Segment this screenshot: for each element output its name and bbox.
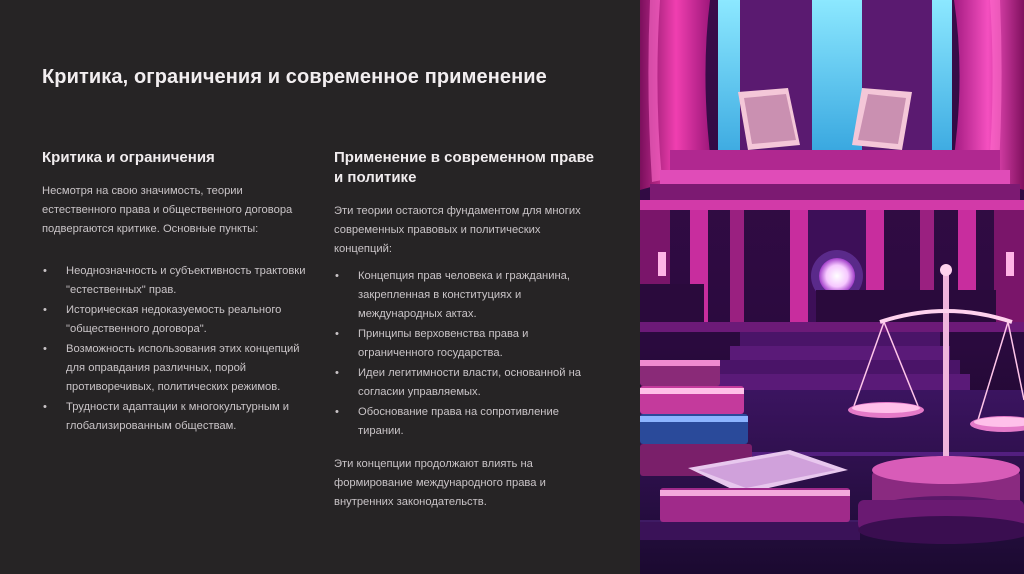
application-intro: Эти теории остаются фундаментом для многих современных правовых и политических концепций: <box>334 205 581 255</box>
bullet-icon: • <box>335 406 339 418</box>
application-list <box>334 267 596 441</box>
bullet-icon: • <box>43 401 47 413</box>
list-item <box>334 403 596 441</box>
criticism-list <box>42 262 312 436</box>
list-item-text: Неоднозначность и субъективность трактовки "естественных" прав. <box>66 265 306 296</box>
criticism-heading: Критика и ограничения <box>42 149 215 166</box>
courtroom-illustration <box>640 0 1024 574</box>
list-item <box>334 325 596 363</box>
list-item <box>42 262 312 300</box>
list-item-text: Концепция прав человека и гражданина, закрепленная в конституциях и международных актах. <box>358 270 570 320</box>
list-item <box>334 364 596 402</box>
list-item-text: Трудности адаптации к многокультурным и глобализированным обществам. <box>66 401 289 432</box>
application-column <box>334 148 596 512</box>
bullet-icon: • <box>43 304 47 316</box>
list-item-text: Принципы верховенства права и ограниченного государства. <box>358 328 529 359</box>
slide-title: Критика, ограничения и современное применение <box>42 66 547 88</box>
list-item <box>42 301 312 339</box>
bullet-icon: • <box>335 367 339 379</box>
bullet-icon: • <box>335 328 339 340</box>
application-outro: Эти концепции продолжают влиять на формирование международного права и внутренних законодательств. <box>334 458 546 508</box>
list-item <box>42 398 312 436</box>
bullet-icon: • <box>43 265 47 277</box>
list-item <box>42 340 312 397</box>
list-item-text: Возможность использования этих концепций для оправдания различных, порой противоречивых, политических режимов. <box>66 343 300 393</box>
bullet-icon: • <box>335 270 339 282</box>
list-item-text: Обоснование права на сопротивление тирании. <box>358 406 559 437</box>
application-heading: Применение в современном праве и политике <box>334 149 594 186</box>
list-item-text: Историческая недоказуемость реального "общественного договора". <box>66 304 282 335</box>
bullet-icon: • <box>43 343 47 355</box>
list-item <box>334 267 596 324</box>
criticism-intro: Несмотря на свою значимость, теории естественного права и общественного договора подвергаются критике. Основные пункты: <box>42 185 293 235</box>
list-item-text: Идеи легитимности власти, основанной на согласии управляемых. <box>358 367 581 398</box>
criticism-column <box>42 148 312 437</box>
